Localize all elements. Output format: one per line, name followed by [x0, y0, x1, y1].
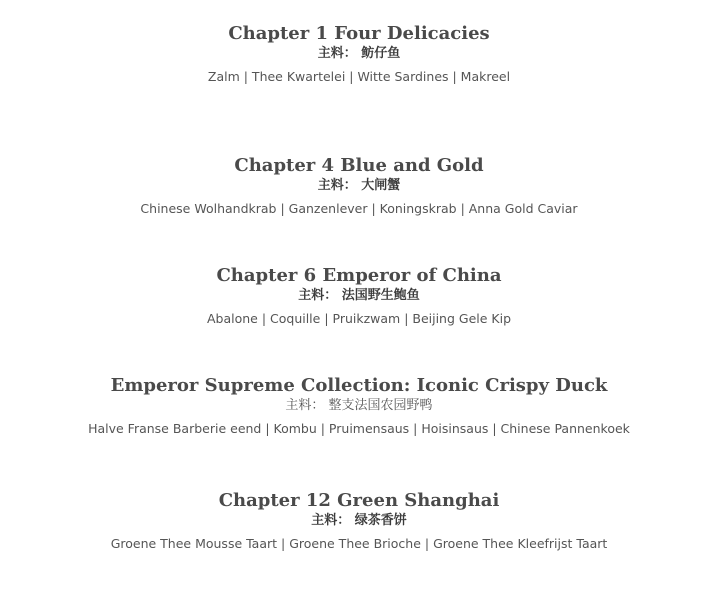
section-title: Chapter 6 Emperor of China [216, 265, 502, 286]
ingredient-list: Chinese Wolhandkrab | Ganzenlever | Koningskrab | Anna Gold Caviar [140, 201, 578, 216]
ingredient-list: Halve Franse Barberie eend | Kombu | Pruimensaus | Hoisinsaus | Chinese Pannenkoek [88, 421, 630, 436]
menu-section-chapter-4 [0, 155, 710, 218]
ingredient-list: Zalm | Thee Kwartelei | Witte Sardines | Makreel [207, 69, 511, 84]
main-ingredient: 主料： 整支法国农园野鸭 [285, 398, 433, 413]
section-title: Chapter 1 Four Delicacies [228, 23, 490, 44]
menu-section-chapter-12 [0, 490, 710, 553]
section-title: Chapter 4 Blue and Gold [234, 155, 484, 176]
section-title: Emperor Supreme Collection: Iconic Crispy Duck [110, 375, 608, 396]
main-ingredient: 主料： 大闸蟹 [317, 178, 401, 193]
ingredient-list: Abalone | Coquille | Pruikzwam | Beijing Gele Kip [206, 311, 512, 326]
menu-section-emperor-supreme [0, 375, 710, 438]
main-ingredient: 主料： 鲂仔鱼 [317, 46, 401, 61]
main-ingredient: 主料： 法国野生鲍鱼 [298, 288, 420, 303]
main-ingredient: 主料： 绿茶香饼 [311, 513, 407, 528]
section-title: Chapter 12 Green Shanghai [218, 490, 500, 511]
ingredient-list: Groene Thee Mousse Taart | Groene Thee Brioche | Groene Thee Kleefrijst Taart [110, 536, 608, 551]
menu-section-chapter-6 [0, 265, 710, 328]
menu-section-chapter-1 [0, 23, 710, 86]
